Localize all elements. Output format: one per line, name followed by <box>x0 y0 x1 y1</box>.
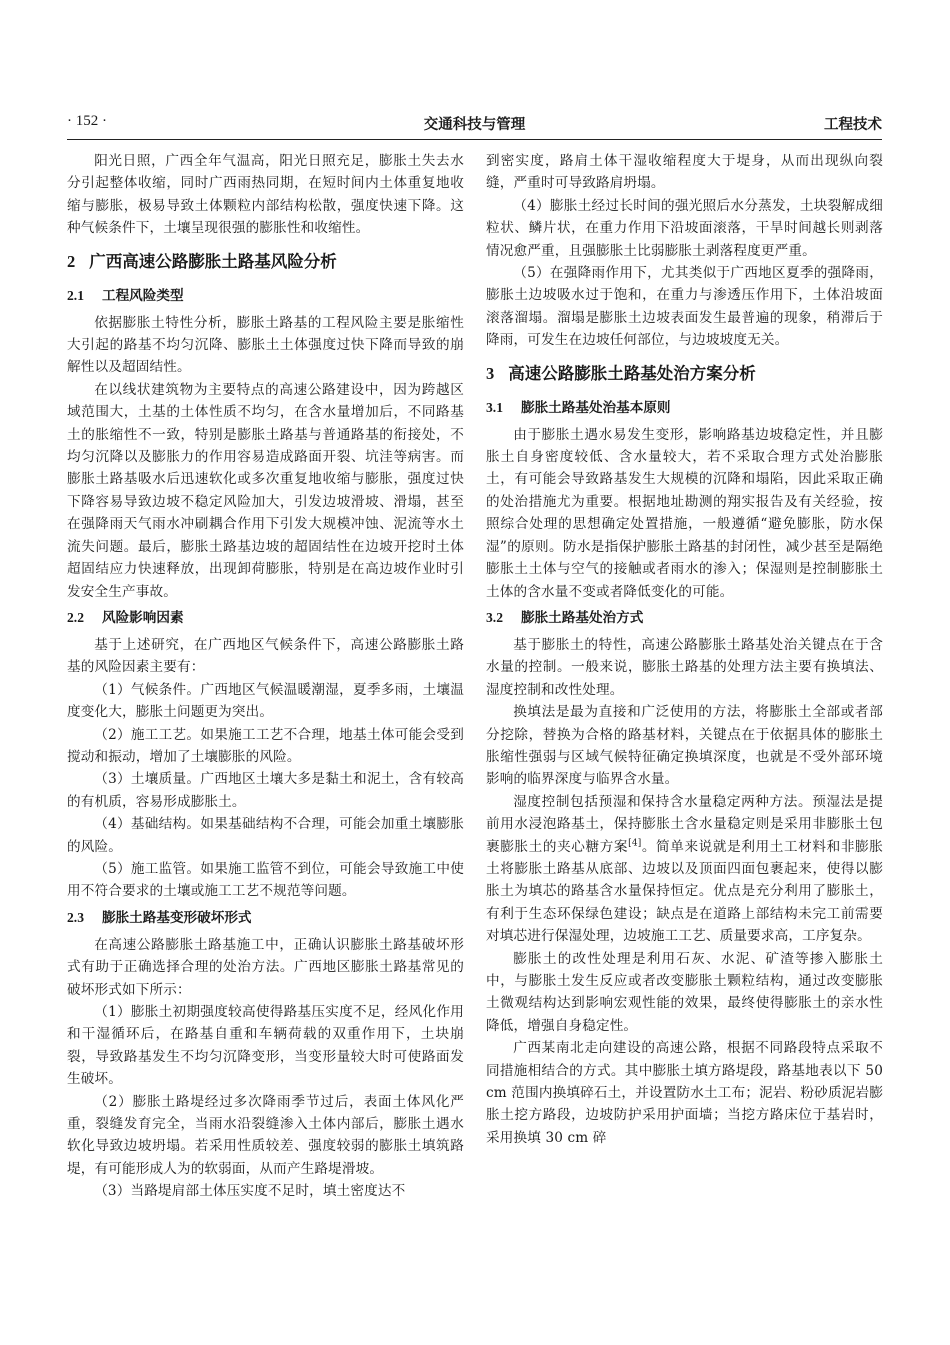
running-header <box>67 113 882 135</box>
list-item: （5）在强降雨作用下，尤其类似于广西地区夏季的强降雨，膨胀土边坡吸水过于饱和，在重力与渗透压作用下，土体沿坡面滚落溜塌。溜塌是膨胀土边坡表面发生最普遍的现象，稍滞后于降雨，可发生在边坡任何部位，与边坡坡度无关。 <box>486 265 883 349</box>
section-2-3-heading <box>67 907 464 929</box>
citation-ref: [4] <box>628 838 642 849</box>
list-item-continued: 到密实度，路肩土体干湿收缩程度大于堤身，从而出现纵向裂缝，严重时可导致路肩坍塌。 <box>486 153 883 192</box>
list-item: （2）膨胀土路堤经过多次降雨季节过后，表面土体风化严重，裂缝发育完全，当雨水沿裂缝渗入土体内部后，膨胀土遇水软化导致边坡坍塌。若采用性质较差、强度较弱的膨胀土填筑路堤，有可能形成人为的软弱面，从而产生路堤滑坡。 <box>67 1093 464 1177</box>
list-item: （3）当路堤肩部土体压实度不足时，填土密度达不 <box>94 1183 406 1200</box>
paragraph: 在以线状建筑物为主要特点的高速公路建设中，因为跨越区域范围大，土基的土体性质不均匀，在含水量增加后，不同路基土的胀缩性不一致，特别是膨胀土路基与普通路基的衔接处，不均匀沉降以及膨胀力的作用容易造成路面开裂、坑洼等病害。而膨胀土路基吸水后迅速软化或多次重复地收缩与膨胀，强度过快下降容易导致边坡不稳定风险加大，引发边坡滑坡、滑塌，甚至在强降雨天气雨水冲刷耦合作用下引发大规模冲蚀、泥流等水土流失问题。最后，膨胀土路基边坡的超固结性在边坡开挖时土体超固结应力快速释放，出现卸荷膨胀，特别是在高边坡作业时引发安全生产事故。 <box>67 381 464 600</box>
paragraph: 依据膨胀土特性分析，膨胀土路基的工程风险主要是胀缩性大引起的路基不均匀沉降、膨胀土土体强度过快下降而导致的崩解性以及超固结性。 <box>67 314 464 376</box>
section-2-1-number: 2.1 <box>67 287 84 303</box>
section-2-title: 广西高速公路膨胀土路基风险分析 <box>89 251 337 271</box>
section-2-3-title: 膨胀土路基变形破坏形式 <box>102 909 252 926</box>
section-3-1-number: 3.1 <box>486 399 503 415</box>
intro-continued-paragraph: 阳光日照，广西全年气温高，阳光日照充足，膨胀土失去水分引起整体收缩，同时广西雨热同期，在短时间内土体重复地收缩与膨胀，极易导致土体颗粒内部结构松散，强度快速下降。这种气候条件下，土壤呈现很强的膨胀性和收缩性。 <box>67 153 464 237</box>
section-2-2-number: 2.2 <box>67 609 84 625</box>
paragraph: 膨胀土的改性处理是利用石灰、水泥、矿渣等掺入膨胀土中，与膨胀土发生反应或者改变膨胀土颗粒结构，通过改变膨胀土微观结构达到影响宏观性能的效果，最终使得膨胀土的亲水性降低，增强自身稳定性。 <box>486 950 883 1034</box>
page-number: · 152 · <box>67 113 107 129</box>
header-rule <box>67 139 882 140</box>
list-item: （2）施工工艺。如果施工工艺不合理，地基土体可能会受到搅动和振动，增加了土壤膨胀的风险。 <box>67 726 464 765</box>
paragraph <box>486 791 883 948</box>
section-3-2-title: 膨胀土路基处治方式 <box>521 609 644 626</box>
section-3-2-number: 3.2 <box>486 609 503 625</box>
right-column <box>486 150 883 1149</box>
section-category: 工程技术 <box>824 117 882 133</box>
section-2-3-number: 2.3 <box>67 909 84 925</box>
section-3-1-title: 膨胀土路基处治基本原则 <box>521 399 671 416</box>
paragraph: 换填法是最为直接和广泛使用的方法，将膨胀土全部或者部分挖除，替换为合格的路基材料，关键点在于依据具体的膨胀土胀缩性强弱与区域气候特征确定换填深度，也就是不受外部环境影响的临界深度与临界含水量。 <box>486 704 883 788</box>
paragraph-text: 。简单来说就是利用土工材料和非膨胀土将膨胀土路基从底部、边坡以及顶面四面包裹起来，使得以膨胀土为填芯的路基含水量保持恒定。优点是充分利用了膨胀土，有利于生态环保绿色建设；缺点是在道路上部结构未完工前需要对填芯进行保湿处理，边坡施工工艺、质量要求高，工序复杂。 <box>486 838 884 945</box>
paragraph: 基于上述研究，在广西地区气候条件下，高速公路膨胀土路基的风险因素主要有： <box>67 636 464 676</box>
list-item: （1）膨胀土初期强度较高使得路基压实度不足，经风化作用和干湿循环后，在路基自重和车辆荷载的双重作用下，土块崩裂，导致路基发生不均匀沉降变形，当变形量较大时可使路面发生破坏。 <box>67 1004 464 1088</box>
section-2-2-title: 风险影响因素 <box>102 609 184 626</box>
list-item: （1）气候条件。广西地区气候温暖潮湿，夏季多雨，土壤温度变化大，膨胀土问题更为突出。 <box>67 681 464 721</box>
section-2-number: 2 <box>67 251 76 271</box>
section-2-1-title: 工程风险类型 <box>102 287 184 304</box>
paragraph: 基于膨胀土的特性，高速公路膨胀土路基处治关键点在于含水量的控制。一般来说，膨胀土路基的处理方法主要有换填法、湿度控制和改性处理。 <box>486 636 883 698</box>
journal-title: 交通科技与管理 <box>423 117 526 133</box>
section-3-2-heading <box>486 607 883 629</box>
section-2-1-heading <box>67 285 464 307</box>
list-item: （4）膨胀土经过长时间的强光照后水分蒸发，土块裂解成细粒状、鳞片状，在重力作用下沿坡面滚落，干旱时间越长则剥落情况愈严重，且强膨胀土比弱膨胀土剥落程度更严重。 <box>486 197 883 259</box>
paragraph: 广西某南北走向建设的高速公路，根据不同路段特点采取不同措施相结合的方式。其中膨胀土填方路堤段，路基地表以下 50 cm 范围内换填碎石土，并设置防水土工布；泥岩、粉砂质泥岩膨胀土挖方路段，边坡防护采用护面墙；当挖方路床位于基岩时，采用换填 30 cm 碎 <box>486 1040 883 1146</box>
section-3-number: 3 <box>486 363 495 383</box>
left-column <box>67 150 464 1203</box>
paragraph-text: 湿度控制包括预湿和保持含水量稳定两种方法。预湿法是提前用水浸泡路基土，保持膨胀土含水量稳定则是采用非膨胀土包裹膨胀土的夹心糖方案 <box>486 793 883 855</box>
section-3-title: 高速公路膨胀土路基处治方案分析 <box>508 363 756 383</box>
list-item: （4）基础结构。如果基础结构不合理，可能会加重土壤膨胀的风险。 <box>67 816 464 855</box>
list-item: （3）土壤质量。广西地区土壤大多是黏土和泥土，含有较高的有机质，容易形成膨胀土。 <box>67 771 464 810</box>
section-2-heading <box>67 251 464 273</box>
section-3-1-heading <box>486 397 883 419</box>
list-item: （5）施工监管。如果施工监管不到位，可能会导致施工中使用不符合要求的土壤或施工工艺不规范等问题。 <box>67 860 464 900</box>
paragraph: 由于膨胀土遇水易发生变形，影响路基边坡稳定性，并且膨胀土自身密度较低、含水量较大，若不采取合理方式处治膨胀土，有可能会导致路基发生大规模的沉降和塌陷，因此采取正确的处治措施尤为重要。根据地址勘测的翔实报告及有关经验，按照综合处理的思想确定处置措施，一般遵循“避免膨胀，防水保湿”的原则。防水是指保护膨胀土路基的封闭性，减少甚至是隔绝膨胀土土体与空气的接触或者雨水的渗入；保湿则是控制膨胀土土体的含水量不变或者降低变化的可能。 <box>486 426 883 600</box>
section-3-heading <box>486 363 883 385</box>
section-2-2-heading <box>67 607 464 629</box>
paragraph: 在高速公路膨胀土路基施工中，正确认识膨胀土路基破坏形式有助于正确选择合理的处治方法。广西地区膨胀土路基常见的破坏形式如下所示： <box>67 936 464 998</box>
